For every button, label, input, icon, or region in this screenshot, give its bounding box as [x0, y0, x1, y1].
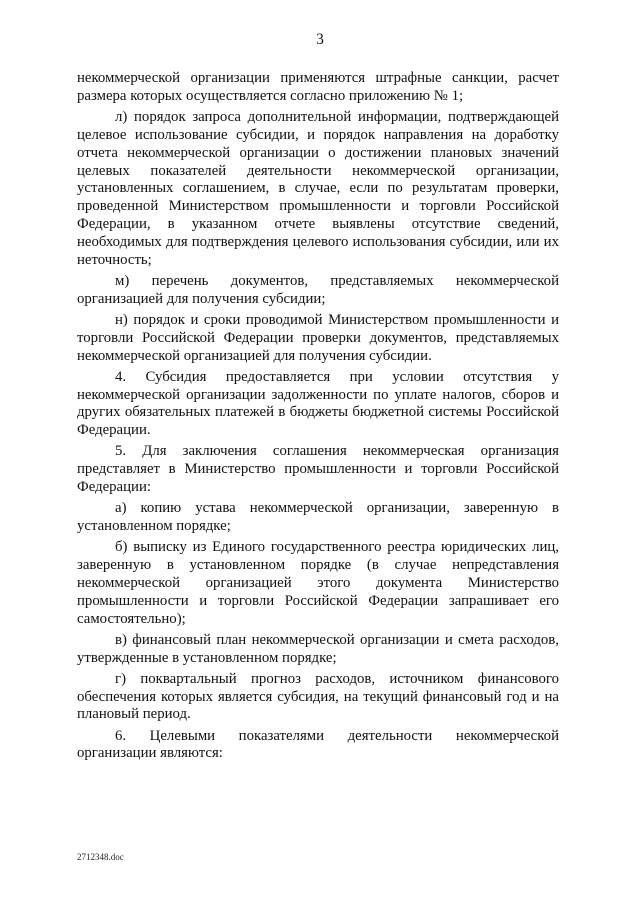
paragraph-continuation: некоммерческой организации применяются штрафные санкции, расчет размера которых осуществляется согласно приложению № 1; — [77, 70, 559, 104]
paragraph-item-n: н) порядок и сроки проводимой Министерством промышленности и торговли Российской Федерации проверки документов, представляемых некоммерческой организацией для получения субсидии. — [77, 311, 559, 364]
paragraph-section-6: 6. Целевыми показателями деятельности некоммерческой организации являются: — [77, 727, 559, 762]
paragraph-item-m: м) перечень документов, представляемых некоммерческой организацией для получения субсидии; — [77, 272, 559, 307]
document-body — [77, 70, 559, 766]
paragraph-item-l: л) порядок запроса дополнительной информации, подтверждающей целевое использование субсидии, и порядок направления на доработку отчета некоммерческой организации о достижении плановых значений целевых показателей деятельности некоммерческой организации, установленных соглашением, в случае, если по результатам проверки, проведенной Министерством промышленности и торговли Российской Федерации, в указанном отчете выявлены отсутствие сведений, необходимых для подтверждения целевого использования субсидии, или их неточность; — [77, 108, 559, 268]
page-number: 3 — [316, 31, 324, 48]
paragraph-section-4: 4. Субсидия предоставляется при условии отсутствия у некоммерческой организации задолженности по уплате налогов, сборов и других обязательных платежей в бюджеты бюджетной системы Российской Федерации. — [77, 368, 559, 439]
paragraph-section-5: 5. Для заключения соглашения некоммерческая организация представляет в Министерство промышленности и торговли Российской Федерации: — [77, 443, 559, 496]
paragraph-item-b: б) выписку из Единого государственного реестра юридических лиц, заверенную в установленном порядке (в случае непредставления некоммерческой организацией этого документа Министерство промышленности и торговли Российской Федерации запрашивает его самостоятельно); — [77, 539, 559, 627]
paragraph-item-v: в) финансовый план некоммерческой организации и смета расходов, утвержденные в установленном порядке; — [77, 631, 559, 666]
paragraph-item-g: г) поквартальный прогноз расходов, источником финансового обеспечения которых является субсидия, на текущий финансовый год и на плановый период. — [77, 670, 559, 723]
paragraph-item-a: а) копию устава некоммерческой организации, заверенную в установленном порядке; — [77, 500, 559, 535]
footer-filename: 2712348.doc — [77, 852, 124, 862]
